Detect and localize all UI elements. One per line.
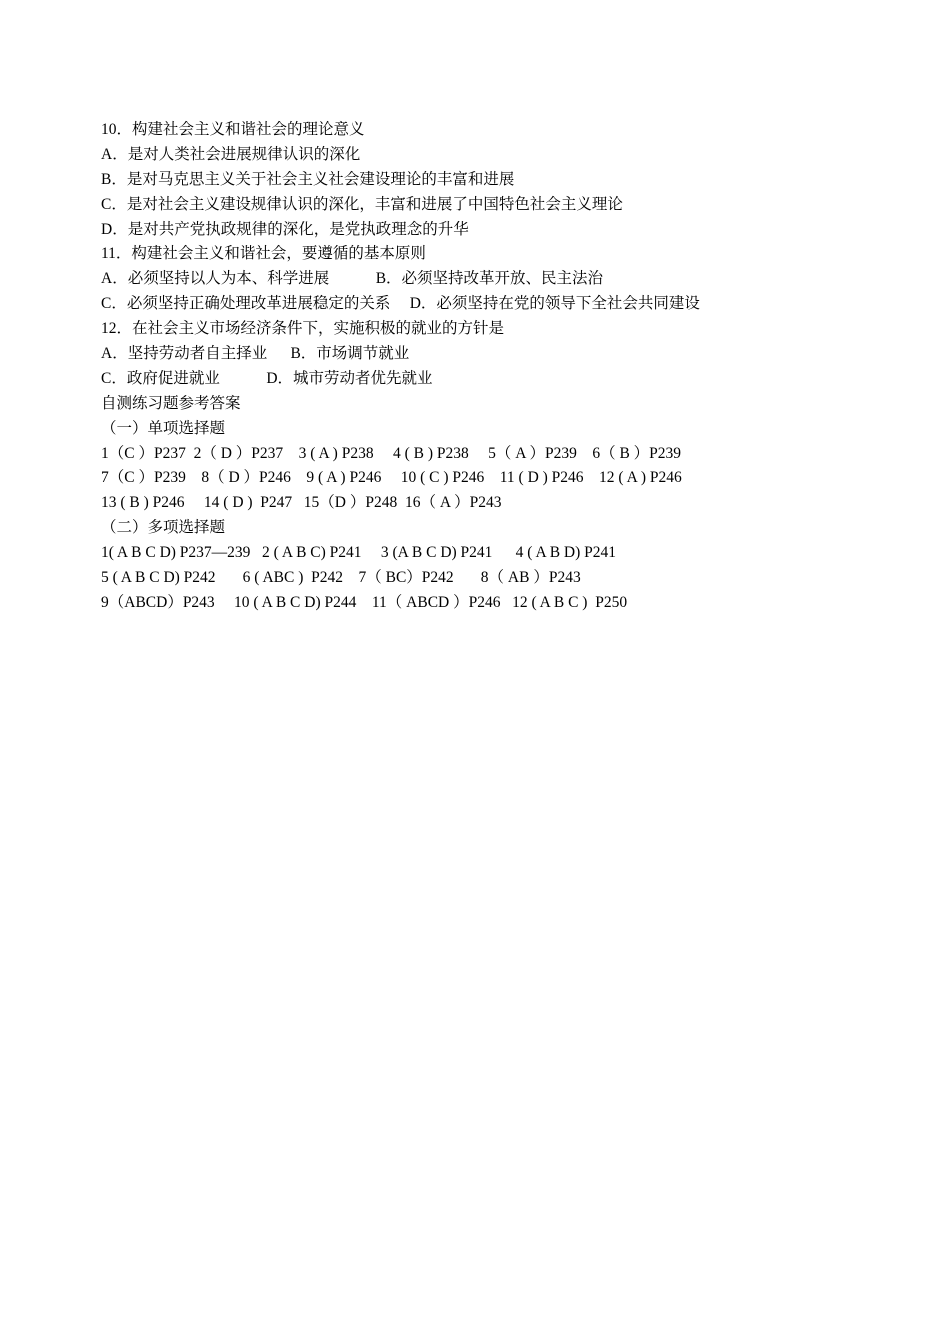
single-choice-answers-line-2: 7（C ）P239 8（ D ）P246 9 ( A ) P246 10 ( C ) P246 11 ( D ) P246 12 ( A ) P246: [101, 469, 682, 487]
question-10-option-a: A．是对人类社会进展规律认识的深化: [101, 145, 361, 163]
multiple-choice-answers-line-1: 1( A B C D) P237—239 2 ( A B C) P241 3 (A B C D) P241 4 ( A B D) P241: [101, 544, 617, 562]
question-10-stem: 10．构建社会主义和谐社会的理论意义: [101, 121, 365, 138]
question-11-options-cd: C．必须坚持正确处理改革进展稳定的关系 D．必须坚持在党的领导下全社会共同建设: [101, 295, 700, 313]
question-11-stem: 11．构建社会主义和谐社会，要遵循的基本原则: [101, 245, 426, 263]
multiple-choice-heading: （二）多项选择题: [101, 519, 226, 537]
multiple-choice-answers-line-3: 9（ABCD）P243 10 ( A B C D) P244 11（ ABCD ）P246 12 ( A B C ) P250: [101, 593, 628, 611]
single-choice-answers-line-3: 13 ( B ) P246 14 ( D ) P247 15（D ）P248 16（ A ）P243: [101, 494, 502, 512]
single-choice-heading: （一）单项选择题: [101, 419, 226, 437]
multiple-choice-answers-line-2: 5 ( A B C D) P242 6 ( ABC ) P242 7（ BC）P242 8（ AB ）P243: [101, 569, 581, 587]
document-body: [101, 118, 921, 616]
question-10-option-d: D．是对共产党执政规律的深化，是党执政理念的升华: [101, 220, 469, 238]
question-11-options-ab: A．必须坚持以人为本、科学进展 B．必须坚持改革开放、民主法治: [101, 270, 604, 288]
question-10-option-c: C．是对社会主义建设规律认识的深化，丰富和进展了中国特色社会主义理论: [101, 195, 623, 213]
question-10-option-b: B．是对马克思主义关于社会主义社会建设理论的丰富和进展: [101, 170, 515, 188]
question-12-options-cd: C．政府促进就业 D．城市劳动者优先就业: [101, 369, 433, 387]
answers-title: 自测练习题参考答案: [101, 394, 241, 412]
question-12-stem: 12．在社会主义市场经济条件下，实施积极的就业的方针是: [101, 320, 505, 338]
question-12-options-ab: A．坚持劳动者自主择业 B．市场调节就业: [101, 345, 410, 363]
single-choice-answers-line-1: 1（C ）P237 2（ D ）P237 3 ( A ) P238 4 ( B ) P238 5（ A ）P239 6（ B ）P239: [101, 444, 682, 462]
